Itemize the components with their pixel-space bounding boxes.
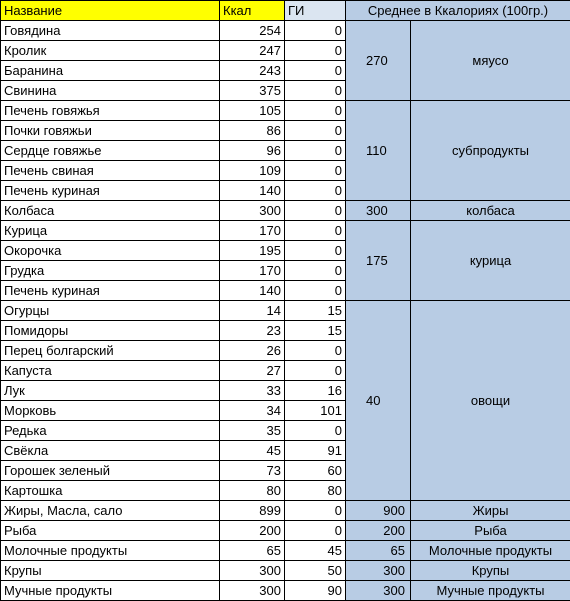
cell-avg-value[interactable]: 200 (346, 521, 411, 541)
cell-name[interactable]: Мучные продукты (1, 581, 220, 601)
cell-kcal[interactable]: 96 (220, 141, 285, 161)
cell-gi[interactable]: 0 (285, 141, 346, 161)
cell-kcal[interactable]: 300 (220, 201, 285, 221)
cell-gi[interactable]: 0 (285, 61, 346, 81)
cell-avg-value[interactable]: 175 (346, 221, 411, 301)
cell-avg-category[interactable]: Мучные продукты (411, 581, 570, 601)
cell-gi[interactable]: 16 (285, 381, 346, 401)
cell-avg-category[interactable]: субпродукты (411, 101, 570, 201)
cell-gi[interactable]: 0 (285, 521, 346, 541)
cell-gi[interactable]: 0 (285, 221, 346, 241)
cell-kcal[interactable]: 86 (220, 121, 285, 141)
cell-kcal[interactable]: 33 (220, 381, 285, 401)
table-row (1, 541, 570, 561)
cell-name[interactable]: Баранина (1, 61, 220, 81)
cell-kcal[interactable]: 375 (220, 81, 285, 101)
cell-gi[interactable]: 90 (285, 581, 346, 601)
cell-name[interactable]: Лук (1, 381, 220, 401)
cell-avg-value[interactable]: 270 (346, 21, 411, 101)
cell-avg-value[interactable]: 65 (346, 541, 411, 561)
cell-avg-value[interactable]: 900 (346, 501, 411, 521)
cell-kcal[interactable]: 14 (220, 301, 285, 321)
cell-avg-value[interactable]: 300 (346, 581, 411, 601)
cell-name[interactable]: Кролик (1, 41, 220, 61)
cell-avg-category[interactable]: колбаса (411, 201, 570, 221)
table-row (1, 201, 570, 221)
cell-name[interactable]: Печень куриная (1, 281, 220, 301)
cell-gi[interactable]: 0 (285, 241, 346, 261)
cell-gi[interactable]: 0 (285, 341, 346, 361)
cell-name[interactable]: Помидоры (1, 321, 220, 341)
cell-name[interactable]: Огурцы (1, 301, 220, 321)
cell-avg-value[interactable]: 300 (346, 201, 411, 221)
cell-kcal[interactable]: 109 (220, 161, 285, 181)
cell-kcal[interactable]: 254 (220, 21, 285, 41)
cell-gi[interactable]: 15 (285, 301, 346, 321)
cell-avg-value[interactable]: 40 (346, 301, 411, 501)
cell-name[interactable]: Печень куриная (1, 181, 220, 201)
cell-kcal[interactable]: 23 (220, 321, 285, 341)
cell-kcal[interactable]: 73 (220, 461, 285, 481)
cell-name[interactable]: Почки говяжьи (1, 121, 220, 141)
cell-name[interactable]: Редька (1, 421, 220, 441)
cell-name[interactable]: Молочные продукты (1, 541, 220, 561)
cell-kcal[interactable]: 45 (220, 441, 285, 461)
cell-kcal[interactable]: 80 (220, 481, 285, 501)
cell-gi[interactable]: 0 (285, 181, 346, 201)
cell-name[interactable]: Свёкла (1, 441, 220, 461)
cell-kcal[interactable]: 170 (220, 261, 285, 281)
cell-kcal[interactable]: 140 (220, 281, 285, 301)
cell-avg-category[interactable]: курица (411, 221, 570, 301)
table-row (1, 501, 570, 521)
header-kcal[interactable]: Ккал (220, 1, 285, 21)
header-row (1, 1, 570, 21)
cell-avg-category[interactable]: Рыба (411, 521, 570, 541)
cell-kcal[interactable]: 195 (220, 241, 285, 261)
cell-gi[interactable]: 15 (285, 321, 346, 341)
cell-gi[interactable]: 0 (285, 421, 346, 441)
cell-kcal[interactable]: 34 (220, 401, 285, 421)
cell-name[interactable]: Морковь (1, 401, 220, 421)
table-row (1, 521, 570, 541)
cell-kcal[interactable]: 105 (220, 101, 285, 121)
cell-gi[interactable]: 0 (285, 41, 346, 61)
cell-gi[interactable]: 45 (285, 541, 346, 561)
cell-kcal[interactable]: 247 (220, 41, 285, 61)
cell-name[interactable]: Картошка (1, 481, 220, 501)
cell-name[interactable]: Печень свиная (1, 161, 220, 181)
header-gi[interactable]: ГИ (285, 1, 346, 21)
cell-name[interactable]: Капуста (1, 361, 220, 381)
cell-name[interactable]: Перец болгарский (1, 341, 220, 361)
cell-avg-category[interactable]: Крупы (411, 561, 570, 581)
table-row (1, 21, 570, 41)
cell-gi[interactable]: 50 (285, 561, 346, 581)
cell-avg-category[interactable]: Жиры (411, 501, 570, 521)
cell-kcal[interactable]: 300 (220, 581, 285, 601)
cell-avg-value[interactable]: 110 (346, 101, 411, 201)
table-row (1, 561, 570, 581)
cell-name[interactable]: Грудка (1, 261, 220, 281)
cell-kcal[interactable]: 65 (220, 541, 285, 561)
cell-kcal[interactable]: 140 (220, 181, 285, 201)
cell-avg-category[interactable]: мяусо (411, 21, 570, 101)
cell-name[interactable]: Крупы (1, 561, 220, 581)
header-name[interactable]: Название (1, 1, 220, 21)
cell-gi[interactable]: 101 (285, 401, 346, 421)
cell-name[interactable]: Горошек зеленый (1, 461, 220, 481)
table-row (1, 221, 570, 241)
cell-gi[interactable]: 0 (285, 501, 346, 521)
cell-kcal[interactable]: 170 (220, 221, 285, 241)
cell-gi[interactable]: 0 (285, 21, 346, 41)
cell-name[interactable]: Окорочка (1, 241, 220, 261)
cell-gi[interactable]: 60 (285, 461, 346, 481)
cell-gi[interactable]: 91 (285, 441, 346, 461)
cell-gi[interactable]: 0 (285, 101, 346, 121)
cell-avg-category[interactable]: Молочные продукты (411, 541, 570, 561)
cell-gi[interactable]: 0 (285, 281, 346, 301)
cell-kcal[interactable]: 27 (220, 361, 285, 381)
cell-kcal[interactable]: 300 (220, 561, 285, 581)
cell-gi[interactable]: 0 (285, 361, 346, 381)
cell-gi[interactable]: 0 (285, 261, 346, 281)
cell-kcal[interactable]: 243 (220, 61, 285, 81)
cell-name[interactable]: Говядина (1, 21, 220, 41)
cell-name[interactable]: Жиры, Масла, сало (1, 501, 220, 521)
table-row (1, 581, 570, 601)
cell-avg-value[interactable]: 300 (346, 561, 411, 581)
cell-name[interactable]: Сердце говяжье (1, 141, 220, 161)
cell-gi[interactable]: 80 (285, 481, 346, 501)
cell-name[interactable]: Курица (1, 221, 220, 241)
cell-name[interactable]: Печень говяжья (1, 101, 220, 121)
cell-gi[interactable]: 0 (285, 81, 346, 101)
cell-gi[interactable]: 0 (285, 161, 346, 181)
table-row (1, 301, 570, 321)
table-row (1, 101, 570, 121)
cell-kcal[interactable]: 35 (220, 421, 285, 441)
cell-kcal[interactable]: 200 (220, 521, 285, 541)
header-avg[interactable]: Среднее в Ккалориях (100гр.) (346, 1, 570, 21)
cell-kcal[interactable]: 899 (220, 501, 285, 521)
cell-name[interactable]: Свинина (1, 81, 220, 101)
cell-kcal[interactable]: 26 (220, 341, 285, 361)
cell-avg-category[interactable]: овощи (411, 301, 570, 501)
cell-name[interactable]: Рыба (1, 521, 220, 541)
cell-name[interactable]: Колбаса (1, 201, 220, 221)
cell-gi[interactable]: 0 (285, 201, 346, 221)
cell-gi[interactable]: 0 (285, 121, 346, 141)
